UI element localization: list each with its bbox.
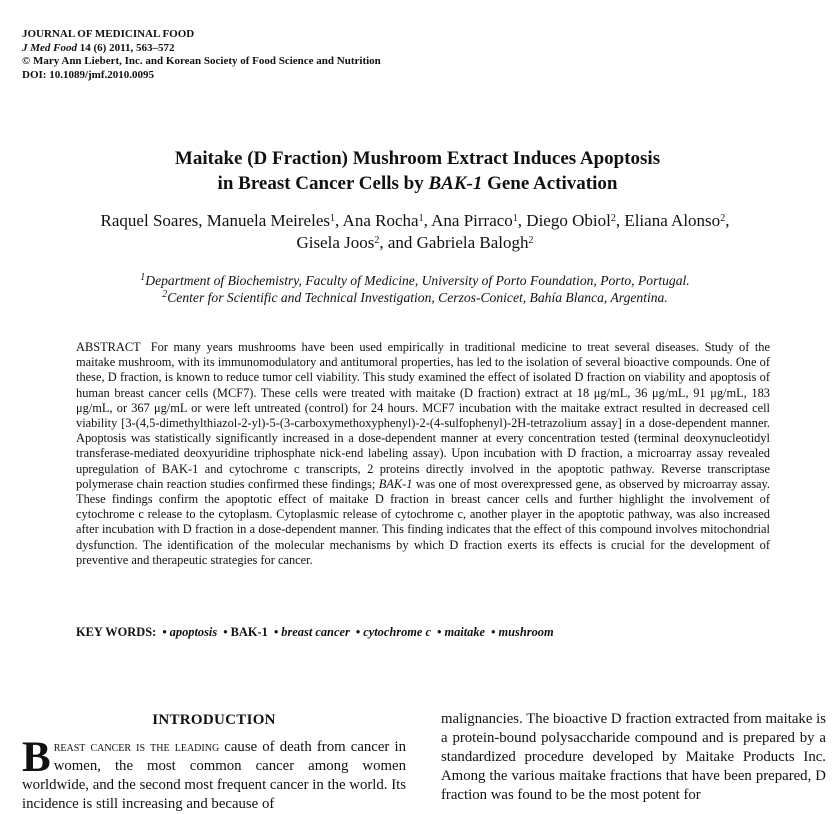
author-line-1: Raquel Soares, Manuela Meireles$^1$, Ana Rocha$^1$, Ana Pirraco$^1$, Diego Obiol$^2$, Eliana Alonso$^2$, [100, 211, 730, 230]
keyword-bullet: • [223, 625, 228, 639]
affiliation-2-text: Center for Scientific and Technical Investigation, Cerzos-Conicet, Bahía Blanca, Argentina. [167, 290, 668, 305]
author-affil-sup: 2 [720, 213, 726, 224]
journal-doi: DOI: 10.1089/jmf.2010.0095 [22, 68, 154, 81]
affiliations [40, 272, 790, 306]
keyword: breast cancer [281, 625, 350, 639]
author-affil-sup: 1 [329, 213, 335, 224]
keyword: apoptosis [169, 625, 218, 639]
abstract-label: ABSTRACT [76, 340, 141, 354]
keyword-bullet: • [437, 625, 442, 639]
article-title [0, 147, 835, 196]
keyword: BAK-1 [230, 625, 268, 639]
journal-abbrev: J Med Food [22, 41, 77, 54]
author-list [40, 210, 790, 254]
keyword-bullet: • [273, 625, 279, 639]
author-name: Ana Rocha [342, 211, 419, 230]
journal-name: JOURNAL OF MEDICINAL FOOD [22, 28, 195, 40]
author-affil-sup: 1 [512, 213, 518, 224]
section-heading-introduction: INTRODUCTION [152, 712, 276, 728]
keyword: maitake [444, 625, 486, 639]
keyword-bullet: • [491, 625, 496, 639]
affiliation-2 [40, 289, 790, 306]
intro-column-2: malignancies. The bioactive D fraction extracted from maitake is a protein-bound polysaccharide compound and is prepared by a standardized procedure developed by Maitake Products Inc. Among the various maitake fractions that have been prepared, D fraction was found to be the most potent for [441, 711, 826, 803]
title-line-2 [0, 172, 835, 197]
affiliation-1 [40, 272, 790, 289]
title-line-2-post: Gene Activation [482, 172, 618, 194]
keyword-bullet: • [355, 625, 361, 639]
title-line-1: Maitake (D Fraction) Mushroom Extract Induces Apoptosis [174, 148, 661, 169]
author-affil-sup: 2 [374, 235, 380, 246]
keyword-bullet: • [162, 625, 167, 639]
dropcap: B [22, 734, 51, 781]
affiliation-2-num: 2 [162, 289, 168, 300]
affiliation-1-num: 1 [140, 272, 146, 283]
title-gene: BAK-1 [428, 172, 483, 194]
keyword: mushroom [498, 625, 554, 639]
author-name: Raquel Soares [100, 211, 199, 230]
affiliation-1-text: Department of Biochemistry, Faculty of Medicine, University of Porto Foundation, Porto, Portugal. [145, 273, 690, 288]
author-affil-sup: 2 [528, 235, 534, 246]
author-name: Gabriela Balogh [416, 233, 529, 252]
keywords [76, 625, 776, 640]
intro-col1-text: cause of death from cancer in women, the most common cancer among women worldwide, and the second most frequent cancer in the world. Its incidence is still increasing and because of [22, 739, 406, 812]
abstract [76, 340, 770, 568]
abstract-text-1: For many years mushrooms have been used empirically in traditional medicine to treat several diseases. Study of the maitake mushroom, with its immunomodulatory and antitumoral properties, has led to the isolation of several bioactive compounds. One of these, D fraction, is known to reduce tumor cell viability. This study examined the effect of isolated D fraction on viability and apoptosis of human breast cancer cells (MCF7). These cells were treated with maitake (D fraction) extract at 18 μg/mL, 36 μg/mL, 91 μg/mL, 183 μg/mL, or 367 μg/mL or were left untreated (control) for 24 hours. MCF7 incubation with the maitake extract resulted in decreased cell viability [3-(4,5-dimethylthiazol-2-yl)-5-(3-carboxymethoxyphenyl)-2-(4-sulfophenyl)-2H-tetrazolium assay] in a dose-dependent manner. Apoptosis was statistically significantly increased in a dose-dependent manner at every concentration tested (terminal deoxynucleotidyl transferase-mediated deoxyuridine triphosphate nick-end labeling assay). Upon incubation with D fraction, a microarray assay revealed upregulation of BAK-1 and cytochrome c transcripts, 2 proteins directly involved in the apoptotic pathway. Reverse transcriptase polymerase chain reaction studies confirmed these findings; [76, 340, 770, 491]
journal-citation [22, 42, 381, 56]
author-line-2: Gisela Joos$^2$, and Gabriela Balogh$^2$ [296, 233, 534, 252]
author-name: Eliana Alonso [624, 211, 721, 230]
intro-smallcaps: reast cancer is the leading [53, 739, 220, 755]
keywords-label: KEY WORDS: [76, 625, 157, 639]
journal-header [22, 28, 381, 82]
intro-column-1 [22, 734, 406, 814]
author-name: Gisela Joos [296, 233, 375, 252]
journal-volume: 14 (6) 2011, 563–572 [79, 41, 175, 54]
keyword: cytochrome c [363, 625, 431, 639]
author-name: Ana Pirraco [431, 211, 513, 230]
title-line-2-pre: in Breast Cancer Cells by [217, 172, 429, 194]
author-name: Manuela Meireles [206, 211, 330, 230]
journal-copyright: © Mary Ann Liebert, Inc. and Korean Society of Food Science and Nutrition [22, 55, 381, 67]
abstract-text-2: was one of most overexpressed gene, as observed by microarray assay. These findings confirm the apoptotic effect of maitake D fraction in breast cancer cells and further highlight the involvement of cytochrome c release to the cytoplasm. Cytoplasmic release of cytochrome c, another player in the apoptotic pathway, was also increased after incubation with D fraction in a dose-dependent manner. This finding indicates that the effect of this compound involves mitochondrial dysfunction. The identification of the molecular mechanisms by which D fraction exerts its effects is crucial for the development of preventive and therapeutic strategies for cancer. [76, 476, 770, 567]
author-name: Diego Obiol [526, 211, 611, 230]
author-affil-sup: 1 [418, 213, 424, 224]
abstract-gene: BAK-1 [378, 476, 413, 491]
author-affil-sup: 2 [610, 213, 616, 224]
